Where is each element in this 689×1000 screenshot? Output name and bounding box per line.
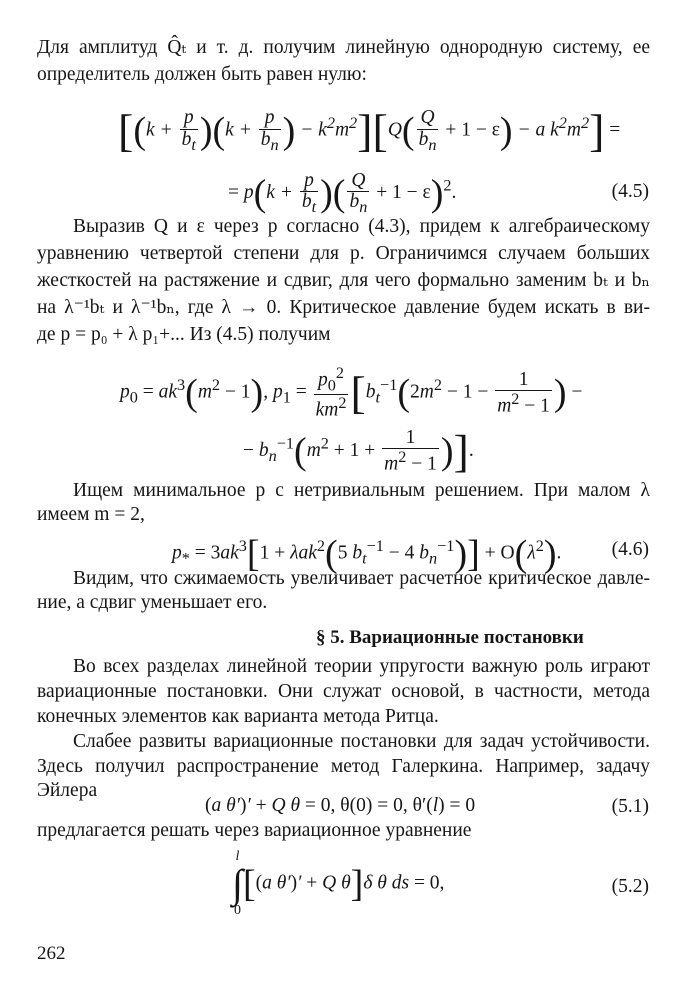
- text-line: Видим, что сжимаемость увеличивает расчетное критическое давле-: [73, 568, 650, 589]
- equation-number: (5.1): [611, 796, 649, 817]
- equation-5-2: l ∫ 0 [(a θ′)′ + Q θ]δ θ ds = 0,: [232, 849, 445, 918]
- text-line: де p = p₀ + λ p₁+... Из (4.5) получим: [37, 324, 331, 345]
- equation-5-1: (a θ′)′ + Q θ = 0, θ(0) = 0, θ′(l) = 0: [205, 795, 476, 816]
- text-line: ние, а сдвиг уменьшает его.: [37, 592, 268, 613]
- text-line: имеем m = 2,: [37, 504, 145, 525]
- text-line: на λ⁻¹bₜ и λ⁻¹bₙ, где λ → 0. Критическое давление будем искать в ви-: [37, 297, 650, 318]
- equation-number: (5.2): [611, 876, 649, 897]
- text-line: предлагается решать через вариационное уравнение: [37, 820, 472, 841]
- text-line: вариационные постановки. Они служат основой, в частности, метода: [37, 681, 650, 702]
- text-line: Для амплитуд Q̂ₜ и т. д. получим линейную однородную систему, ее: [37, 37, 650, 58]
- equation-number: (4.5): [611, 181, 649, 202]
- text-line: жесткостей на растяжение и сдвиг, для чего формально заменим bₜ и bₙ: [37, 270, 650, 291]
- text-line: Здесь получил распространение метод Галеркина. Например, задачу: [37, 756, 650, 777]
- section-heading: § 5. Вариационные постановки: [316, 627, 584, 648]
- text-line: уравнению четвертой степени для p. Ограничимся случаем больших: [37, 243, 650, 264]
- text-line: Слабее развиты вариационные постановки для задач устойчивости.: [73, 731, 650, 752]
- equation-4-5-line1: [(k + $\frac{p}{b_t}$ )(k + $\frac{p}{b_n}$ ) − $k^2m^2][Q$( $\frac{Q}{b_n}$ + 1 − ε) − a $k^2m^2$] =: [118, 105, 621, 156]
- page-number: 262: [37, 943, 66, 964]
- text-line: Выразив Q и ε через p согласно (4.3), придем к алгебраическому: [73, 216, 650, 237]
- equation-4-6: $p_* = 3ak^3[1 + \lambda ak^2(5$ $b_t^{-1} - 4$ $b_n^{-1})] + O(\lambda^2)$.: [172, 533, 562, 576]
- equation-4-5-line2: = p(k + $\frac{p}{b_t}$ )( $\frac{Q}{b_n}$ + 1 − ε)$^2$.: [228, 170, 457, 217]
- text-line: Эйлера: [37, 780, 98, 801]
- equation-p0-p1-line1: $p_0 = ak^3(m^2 - 1)$, $p_1$ = $\frac{p_0^2}{km^2}$ [$b_t^{-1}(2m^2 - 1$ − $\frac{1}{m^2 - 1}$ ) −: [120, 364, 583, 421]
- equation-p0-p1-line2: − $b_n^{-1}(m^2 + 1$ + $\frac{1}{m^2 - 1}$ )].: [243, 425, 474, 477]
- equation-number: (4.6): [611, 539, 649, 560]
- text-line: Во всех разделах линейной теории упругости важную роль играют: [73, 656, 650, 677]
- text-line: Ищем минимальное p с нетривиальным решением. При малом λ: [73, 480, 650, 501]
- text-line: конечных элементов как варианта метода Ритца.: [37, 706, 439, 727]
- text-line: определитель должен быть равен нулю:: [37, 64, 367, 85]
